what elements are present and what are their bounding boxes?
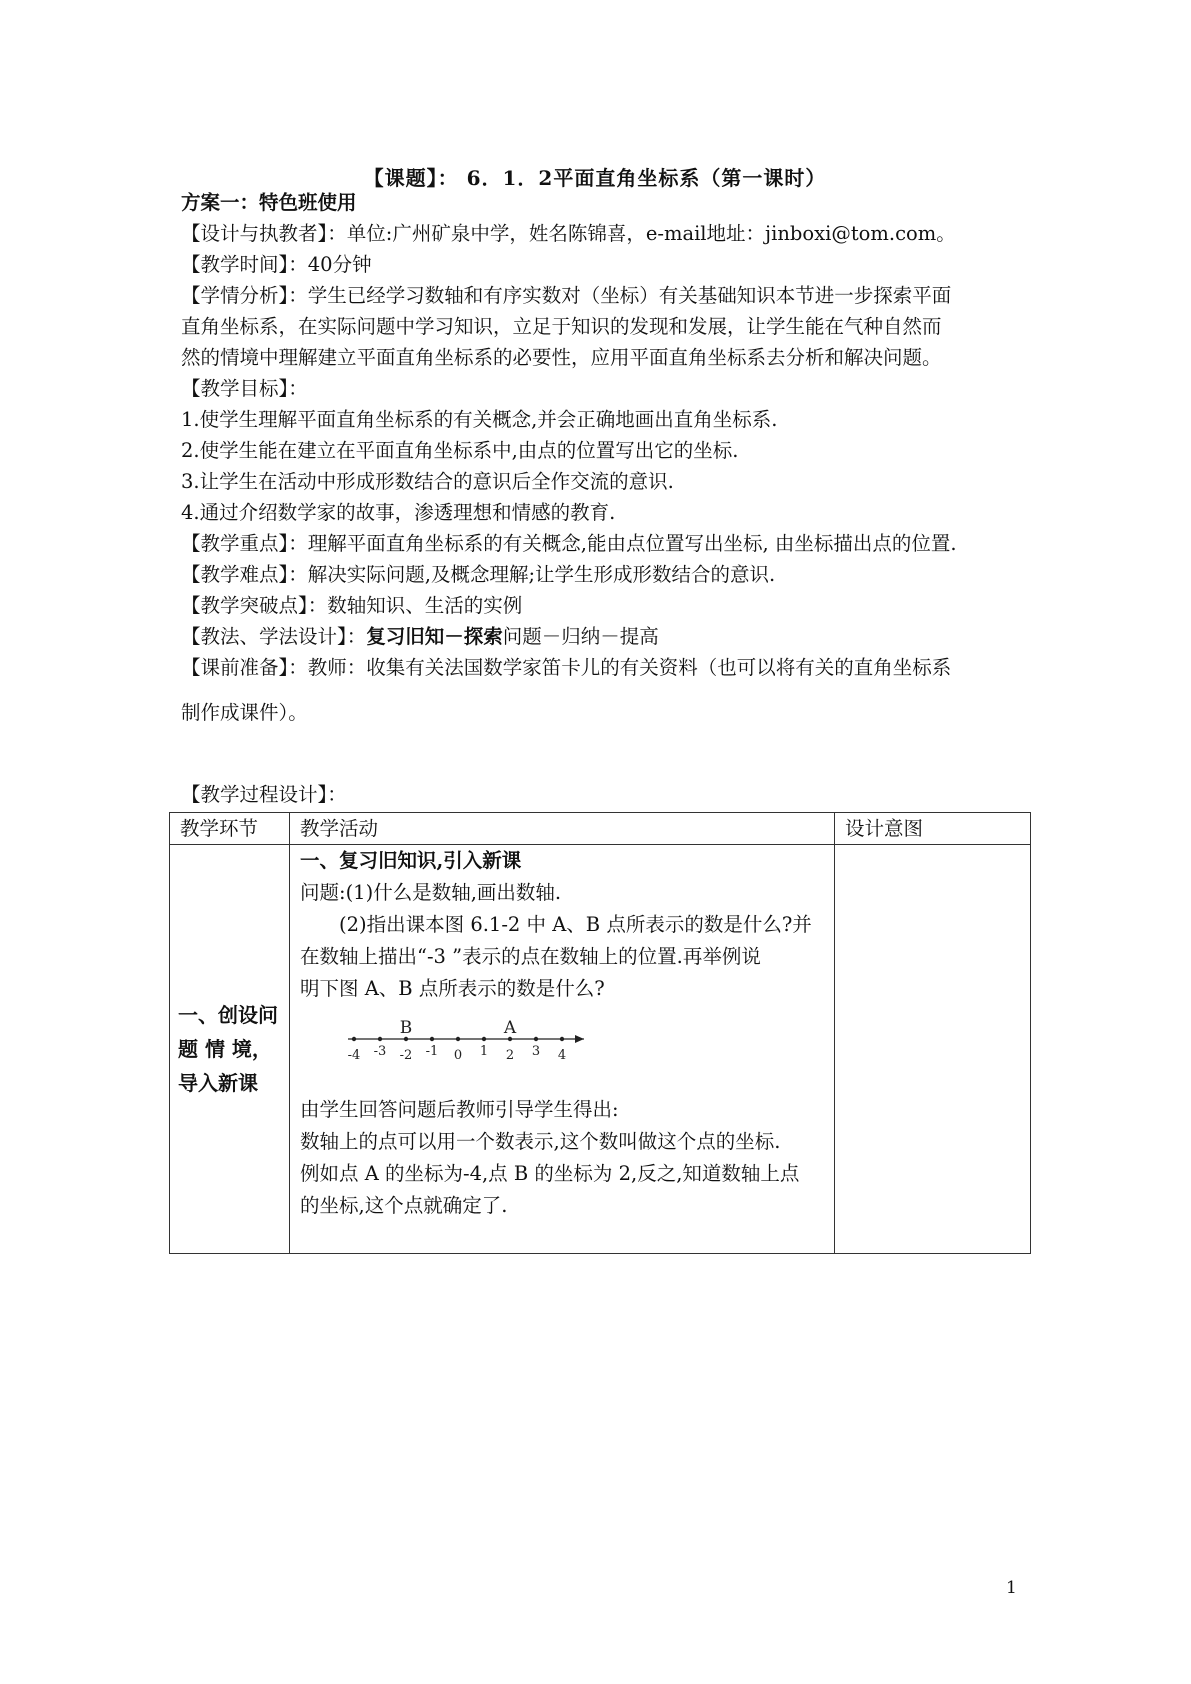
activity-question-2-cont: 在数轴上描出“-3 ”表示的点在数轴上的位置.再举例说 xyxy=(300,945,761,968)
activity-cell xyxy=(290,845,835,1254)
activity-question-2: (2)指出课本图 6.1-2 中 A、B 点所表示的数是什么?并 xyxy=(339,913,812,936)
number-line-tick-label: -3 xyxy=(373,1044,387,1059)
teaching-time: 【教学时间】：40分钟 xyxy=(181,253,372,276)
goals-label: 【教学目标】： xyxy=(181,377,308,400)
analysis-line-2: 直角坐标系，在实际问题中学习知识，立足于知识的发现和发展，让学生能在气种自然而 xyxy=(181,315,942,338)
process-label: 【教学过程设计】： xyxy=(181,783,347,806)
designer-info: 【设计与执教者】：单位:广州矿泉中学，姓名陈锦喜，e-mail地址：jinboxi@tom.com。 xyxy=(181,222,956,245)
header-activity: 教学活动 xyxy=(290,813,835,845)
number-line-tick xyxy=(482,1037,486,1041)
number-line-tick-label: 4 xyxy=(557,1048,567,1063)
goal-item: 2.使学生能在建立在平面直角坐标系中,由点的位置写出它的坐标. xyxy=(181,439,739,462)
analysis-line-1: 【学情分析】：学生已经学习数轴和有序实数对（坐标）有关基础知识本节进一步探索平面 xyxy=(181,284,952,307)
activity-question-1: 问题:(1)什么是数轴,画出数轴. xyxy=(300,881,562,904)
preparation-line-1: 【课前准备】：教师：收集有关法国数学家笛卡儿的有关资料（也可以将有关的直角坐标系 xyxy=(181,656,952,679)
number-line-tick-label: -2 xyxy=(399,1048,413,1063)
method-prefix: 【教法、学法设计】： xyxy=(181,625,367,648)
analysis-line-3: 然的情境中理解建立平面直角坐标系的必要性，应用平面直角坐标系去分析和解决问题。 xyxy=(181,346,942,369)
activity-question-2-cont: 明下图 A、B 点所表示的数是什么? xyxy=(300,977,605,1000)
number-line-tick-label: -1 xyxy=(425,1044,439,1059)
activity-summary: 的坐标,这个点就确定了. xyxy=(300,1194,508,1217)
process-table xyxy=(169,812,1031,1254)
intent-cell xyxy=(835,845,1031,1254)
number-line-tick xyxy=(456,1037,460,1041)
goal-item: 4.通过介绍数学家的故事，渗透理想和情感的教育. xyxy=(181,501,616,524)
number-line-tick xyxy=(430,1037,434,1041)
table-row xyxy=(170,845,1031,1254)
header-intent: 设计意图 xyxy=(835,813,1031,845)
activity-summary: 由学生回答问题后教师引导学生得出: xyxy=(300,1098,619,1121)
stage-line: 导入新课 xyxy=(178,1071,258,1095)
stage-line: 题 情 境， xyxy=(178,1037,272,1061)
number-line-tick xyxy=(534,1037,538,1041)
breakthrough: 【教学突破点】：数轴知识、生活的实例 xyxy=(181,594,523,617)
goal-item: 1.使学生理解平面直角坐标系的有关概念,并会正确地画出直角坐标系. xyxy=(181,408,778,431)
page-number: 1 xyxy=(1006,1578,1017,1598)
number-line-arrow xyxy=(575,1035,584,1043)
number-line-figure xyxy=(340,1015,824,1072)
lesson-title: 【课题】： 6．1．2平面直角坐标系（第一课时） xyxy=(363,166,827,190)
number-line-tick xyxy=(378,1037,382,1041)
key-points: 【教学重点】：理解平面直角坐标系的有关概念,能由点位置写出坐标, 由坐标描出点的位置. xyxy=(181,532,957,555)
table-header-row xyxy=(170,813,1031,845)
difficulties: 【教学难点】：解决实际问题,及概念理解;让学生形成形数结合的意识. xyxy=(181,563,776,586)
activity-summary: 数轴上的点可以用一个数表示,这个数叫做这个点的坐标. xyxy=(300,1130,781,1153)
plan-label: 方案一：特色班使用 xyxy=(181,191,357,214)
activity-heading: 一、复习旧知识,引入新课 xyxy=(300,849,522,872)
number-line-tick xyxy=(560,1037,564,1041)
method-design xyxy=(181,622,1031,652)
number-line-svg xyxy=(340,1015,600,1067)
number-line-tick xyxy=(352,1037,356,1041)
method-bold: 复习旧知－探索 xyxy=(366,625,503,648)
stage-cell xyxy=(170,845,290,1254)
number-line-tick-label: -4 xyxy=(347,1048,361,1063)
goal-item: 3.让学生在活动中形成形数结合的意识后全作交流的意识. xyxy=(181,470,674,493)
number-line-point-label: A xyxy=(503,1018,517,1038)
activity-summary: 例如点 A 的坐标为-4,点 B 的坐标为 2,反之,知道数轴上点 xyxy=(300,1162,800,1185)
preparation-line-2: 制作成课件）。 xyxy=(181,701,308,724)
method-rest: 问题－归纳－提高 xyxy=(502,625,659,648)
number-line-tick-label: 0 xyxy=(453,1048,463,1063)
header-stage: 教学环节 xyxy=(170,813,290,845)
number-line-tick-label: 3 xyxy=(531,1044,541,1059)
number-line-point-label: B xyxy=(399,1018,413,1038)
number-line-tick-label: 1 xyxy=(479,1044,489,1059)
number-line-tick-label: 2 xyxy=(505,1048,515,1063)
stage-line: 一、创设问 xyxy=(178,1003,278,1027)
